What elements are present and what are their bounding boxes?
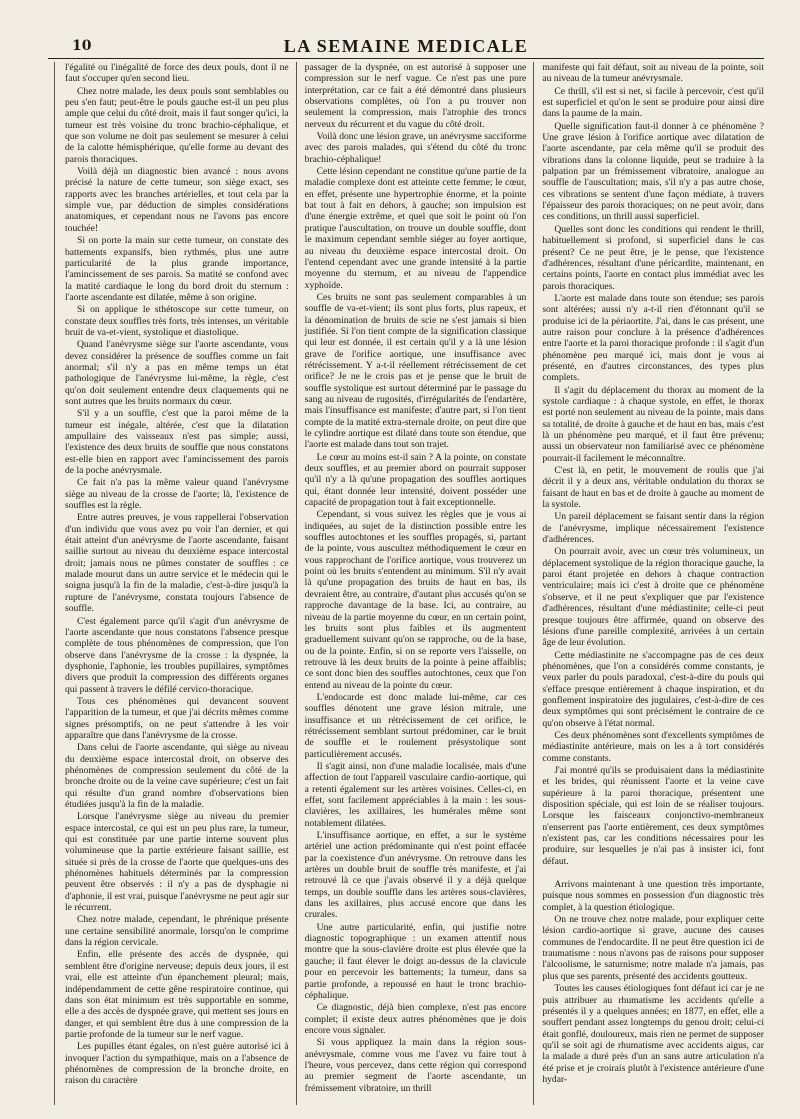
paragraph: l'égalité ou l'inégalité de force des deux pouls, dont il ne faut s'occuper qu'en second lieu.: [65, 62, 289, 85]
paragraph: Ces bruits ne sont pas seulement comparables à un souffle de va-et-vient; ils sont plus forts, plus rapeux, et la dénomination de bruits de scie ne s'est jamais si bien justifiée. Si l'on tient compte de la signification classique qui leur est donnée, il est certain qu'il y a là une lésion grave de l'orifice aortique, une insuffisance avec rétrécissement. Y a-t-il réellement rétrécissement de cet orifice? Je ne le crois pas et je pense que le bruit de souffle systolique est surtout déterminé par le passage du sang au niveau de rugosités, d'irrégularités de l'endartère, mais l'insuffisance est manifeste; d'autre part, si l'on tient compte de la matité extra-sternale droite, on peut dire que le cylindre aortique est dilaté dans toute son étendue, que l'aorte est malade dans tout son trajet.: [304, 291, 527, 451]
paragraph: Ces deux phénomènes sont d'excellents symptômes de médiastinite antérieure, mais on les a à tort considérés comme constants.: [542, 729, 764, 764]
paragraph: J'ai montré qu'ils se produisaient dans la médiastinite et les brides, qui réunissent l'aorte et la veine cave supérieure à la paroi thoracique, présentent une disposition spéciale, qui est loin de se réaliser toujours. Lorsque les faisceaux conjonctivo-membraneux n'enserrent pas l'aorte entièrement, ces deux symptômes n'existent pas, car les conditions nécessaires pour les produire, sur lesquelles je n'ai pas à insister ici, font défaut.: [542, 764, 764, 867]
paragraph: manifeste qui fait défaut, soit au niveau de la pointe, soit au niveau de la tumeur anévrysmale.: [542, 62, 764, 85]
paragraph: Ce thrill, s'il est si net, si facile à percevoir, c'est qu'il est superficiel et qu'on le sent se produire pour ainsi dire dans la paume de la main.: [542, 85, 764, 120]
paragraph: Entre autres preuves, je vous rappellerai l'observation d'un individu que vous avez pu voir l'an dernier, et qui était atteint d'un anévrysme de l'aorte ascendante, faisant saillie surtout au niveau du deuxième espace intercostal droit; jamais nous ne pûmes constater de souffles : ce malade mourut dans un autre service et le médecin qui le soigna jusqu'à la fin de la maladie, c'est-à-dire jusqu'à la rupture de l'anévrysme, constata toujours l'absence de souffle.: [65, 512, 289, 615]
column-1: [65, 62, 289, 1105]
paragraph: Tous ces phénomènes qui devancent souvent l'apparition de la tumeur, et que j'ai décrits mêmes comme signes présomptifs, on ne peut s'attendre à les voir apparaître que dans l'anévrysme de la crosse.: [65, 695, 289, 741]
paragraph: Si on applique le sthétoscope sur cette tumeur, on constate deux souffles très forts, très intenses, un véritable bruit de va-et-vient, systolique et diastolique.: [65, 304, 289, 338]
paragraph: Quelles sont donc les conditions qui rendent le thrill, habituellement si profond, si superficiel dans le cas présent? Ce ne peut être, je le pense, que l'existence d'adhérences, résultant d'une péricardite, maintenant, en certains points, l'aorte en contact plus immédiat avec les parois thoraciques.: [542, 223, 764, 292]
column-2: [296, 62, 527, 1105]
paragraph: L'endocarde est donc malade lui-même, car ces souffles dénotent une grave lésion mitrale, une insuffisance et un rétrécissement de cet orifice, le rétrécissement semblant surtout prédominer, car le bruit de souffle et le roulement présystolique sont particulièrement accusés.: [304, 691, 527, 760]
paragraph: Il s'agit ainsi, non d'une maladie localisée, mais d'une affection de tout l'appareil vasculaire cardio-aortique, qui a retenti également sur les artères voisines. Celles-ci, en effet, sont facilement appréciables à la main : les sous-clavières, les axillaires, les humérales même sont notablement dilatées.: [304, 760, 527, 829]
paragraph: Quelle signification faut-il donner à ce phénomène ? Une grave lésion à l'orifice aortique avec dilatation de l'aorte ascendante, par cela même qu'il se produit des vibrations dans la colonne liquide, peut se traduire à la palpation par un frémissement vibratoire, analogue au souffle de l'auscultation; mais, s'il n'y a pas autre chose, ces vibrations se sentent d'une façon médiate, à travers l'épaisseur des parois thoraciques; on ne peut avoir, dans ces conditions, un thrill aussi superficiel.: [542, 120, 764, 223]
paragraph: On pourrait avoir, avec un cœur très volumineux, un déplacement systolique de la région thoracique gauche, la paroi étant projetée en dehors à chaque contraction ventriculaire; mais ici c'est à droite que ce phénomène s'observe, et il ne peut s'expliquer que par l'existence d'adhérences, résultant d'une médiastinite; celle-ci peut presque toujours être affirmée, quand on observe des lésions d'une pareille complexité, arrivées à un certain âge de leur évolution.: [542, 546, 764, 649]
page-number: 10: [72, 38, 92, 54]
paragraph: Chez notre malade, les deux pouls sont semblables ou peu s'en faut; peut-être le pouls gauche est-il un peu plus ample que celui du côté droit, mais il faut songer qu'ici, la tumeur est très voisine du tronc brachio-céphalique, et que son volume ne doit pas seulement se mesurer à celui de la calotte hémisphérique, qu'elle forme au devant des parois thoraciques.: [65, 85, 289, 165]
paragraph: S'il y a un souffle, c'est que la paroi même de la tumeur est inégale, altérée, c'est que la dilatation ampullaire des vaisseaux n'est pas simple; aussi, l'existence des deux bruits de souffle que nous constatons est-elle bien en rapport avec l'amincissement des parois de la poche anévrysmale.: [65, 408, 289, 477]
paragraph: Ce diagnostic, déjà bien complexe, n'est pas encore complet; il existe deux autres phénomènes que je dois encore vous signaler.: [304, 1002, 527, 1036]
paragraph: Voilà donc une lésion grave, un anévrysme sacciforme avec des parois malades, qui s'étend du côté du tronc brachio-céphalique!: [304, 131, 527, 165]
paragraph: Il s'agit du déplacement du thorax au moment de la systole cardiaque : à chaque systole, en effet, le thorax est porté non seulement au niveau de la pointe, mais dans sa totalité, de droite à gauche et de haut en bas, mais c'est là un phénomène peu marqué, et il faut être prévenu; aussi un observateur non familiarisé avec ce phénomène pourrait-il facilement le méconnaître.: [542, 384, 764, 464]
paragraph: On ne trouve chez notre malade, pour expliquer cette lésion cardio-aortique si grave, aucune des causes communes de l'endocardite. Il ne peut être question ici de traumatisme : nous n'avons pas de raisons pour supposer l'alcoolisme, le saturnisme; notre malade n'a jamais, pas plus que ses parents, présenté des accidents goutteux.: [542, 914, 764, 982]
paragraph: C'est là, en petit, le mouvement de roulis que j'ai décrit il y a deux ans, véritable ondulation du thorax se faisant de haut en bas et de droite à gauche au moment de la systole.: [542, 465, 764, 511]
paragraph: passager de la dyspnée, on est autorisé à supposer une compression sur le nerf vague. Ce n'est pas une pure interprétation, car ce fait a été démontré dans plusieurs observations complètes, où l'on a pu trouver non seulement la compression, mais l'atrophie des troncs nerveux du récurrent et du vague du côté droit.: [304, 62, 527, 130]
paragraph: Enfin, elle présente des accès de dyspnée, qui semblent être d'origine nerveuse; depuis deux jours, il est vrai, elle est atteinte d'un épanchement pleural; mais, indépendamment de cette gêne respiratoire continue, qui dans son état minimum est très supportable en somme, elle a des accès de dyspnée grave, qui mettent ses jours en danger, et qui semblent être dus à une compression de la partie profonde de la tumeur sur le nerf vague.: [65, 949, 289, 1040]
paragraph: Si on porte la main sur cette tumeur, on constate des battements expansifs, bien rythmés, plus une autre particularité de la plus grande importance, l'amincissement de ses parois. Sa matité se confond avec la matité cardiaque le long du bord droit du sternum : l'aorte ascendante est dilatée, même à son origine.: [65, 235, 289, 303]
paragraph: Toutes les causes étiologiques font défaut ici car je ne puis attribuer au rhumatisme les accidents qu'elle a présentés il y a quelques années; en 1877, en effet, elle a souffert pendant assez longtemps du genou droit; celui-ci était gonflé, douloureux, mais rien ne permet de supposer qu'il se soit agi de rhumatisme avec accidents aigus, car la malade a duré près d'un an sans autre articulation n'a été prise et je croirais plutôt à l'existence antérieure d'une hydar-: [542, 983, 764, 1085]
paragraph: Les pupilles étant égales, on n'est guère autorisé ici à invoquer l'action du sympathique, mais on a l'absence de phénomènes de compression de la bronche droite, en raison du caractère: [65, 1041, 289, 1087]
paragraph: L'insuffisance aortique, en effet, a sur le système artériel une action prédominante qui n'est point effacée par la coexistence d'un anévrysme. On retrouve dans les artères un double bruit de souffle très manifeste, et j'ai retrouvé là ce que j'avais observé il y a déjà quelque temps, un double souffle dans les artères sous-clavières, dans les axillaires, plus accusé encore que dans les crurales.: [304, 830, 527, 921]
paragraph: Dans celui de l'aorte ascendante, qui siège au niveau du deuxième espace intercostal droit, on observe des phénomènes de compression seulement du côté de la bronche droite ou de la veine cave supérieure; c'est un fait qui résulte d'un grand nombre d'observations bien étudiées jusqu'à la fin de la maladie.: [65, 742, 289, 810]
paragraph: L'aorte est malade dans toute son étendue; ses parois sont altérées; aussi n'y a-t-il rien d'étonnant qu'il se produise ici de la périaortite. J'ai, dans le cas présent, une autre raison pour conclure à la présence d'adhérences entre l'aorte et la paroi thoracique profonde : il s'agit d'un phénomène peu marqué ici, mais dont je vous ai présenté, en d'autres circonstances, des types plus complets.: [542, 292, 764, 384]
paragraph: Chez notre malade, cependant, le phrénique présente une certaine sensibilité anormale, lorsqu'on le comprime dans la région cervicale.: [65, 914, 289, 949]
paragraph: Si vous appliquez la main dans la région sous-anévrysmale, comme vous me l'avez vu faire tout à l'heure, vous percevez, dans cette région qui correspond au premier segment de l'aorte ascendante, un frémissement vibratoire, un thrill: [304, 1037, 527, 1094]
paragraph: Le cœur au moins est-il sain ? A la pointe, on constate deux souffles, et au premier abord on pourrait supposer qu'il n'y a là qu'une propagation des souffles aortiques qui, étant donnée leur intensité, doivent posséder une capacité de propagation tout à fait exceptionnelle.: [304, 451, 527, 509]
paragraph: Voilà déjà un diagnostic bien avancé : nous avons précisé la nature de cette tumeur, son siège exact, ses rapports avec les branches artérielles, et tout cela par la simple vue, par déduction de simples considérations anatomiques, et cependant nous ne l'avons pas encore touchée!: [65, 166, 289, 234]
journal-title: LA SEMAINE MEDICALE: [283, 36, 529, 56]
text-columns: [54, 62, 764, 1105]
paragraph: Lorsque l'anévrysme siège au niveau du premier espace intercostal, ce qui est un peu plus rare, la tumeur, qui est constituée par une partie interne souvent plus volumineuse que la partie extérieure faisant saillie, est située si près de la crosse de l'aorte que quelques-uns des phénomènes habituels déterminés par la compression peuvent être observés : il n'y a pas de dysphagie ni d'aphonie, il est vrai, puisque l'anévrysme ne peut agir sur le récurrent.: [65, 811, 289, 914]
paragraph: Un pareil déplacement se faisant sentir dans la région de l'anévrysme, implique nécessairement l'existence d'adhérences.: [542, 511, 764, 546]
page-header: [48, 30, 764, 59]
paragraph: Cependant, si vous suivez les règles que je vous ai indiquées, au sujet de la distinction possible entre les souffles autochtones et les souffles propagés, si, partant de la pointe, vous auscultez méthodiquement le cœur en vous rapprochant de l'orifice aortique, vous trouverez un point où les bruits s'entendent au minimum. S'il n'y avait là qu'une propagation des bruits de haut en bas, ils devraient être, au contraire, d'autant plus accusés qu'on se rapproche davantage de la base. Ici, au contraire, au niveau de la partie moyenne du cœur, en un certain point, les bruits sont plus faibles et ils augmentent graduellement suivant qu'on se rapproche, ou de la base, ou de la pointe. Enfin, si on se reporte vers l'aisselle, on retrouve là les deux bruits de la pointe à peine affaiblis; ce sont donc bien des souffles autochtones, ceux que l'on entend au niveau de la pointe du cœur.: [304, 509, 527, 691]
paragraph: Arrivons maintenant à une question très importante, puisque nous sommes en possession d'un diagnostic très complet, à la question étiologique.: [542, 879, 764, 913]
paragraph: Quand l'anévrysme siège sur l'aorte ascendante, vous devez considérer la présence de souffles comme un fait anormal; s'il n'y a pas en même temps un état pathologique de l'anévrysme lui-même, la règle, c'est qu'on doit seulement entendre deux claquements qui ne sont autres que les bruits normaux du cœur.: [65, 339, 289, 407]
paragraph: Cette lésion cependant ne constitue qu'une partie de la maladie complexe dont est atteinte cette femme; le cœur, en effet, présente une hypertrophie énorme, et la pointe bat tout à fait en dehors, à gauche; son impulsion est d'une énergie extrême, et quel que soit le point où l'on pratique l'auscultation, on trouve un double souffle, dont le maximum cependant semble siéger au foyer aortique, au niveau du deuxième espace intercostal droit. On l'entend cependant avec une grande intensité à la partie moyenne du sternum, et au niveau de l'appendice xyphoïde.: [304, 166, 527, 291]
paragraph: Une autre particularité, enfin, qui justifie notre diagnostic topographique : un examen attentif nous montre que la sous-clavière droite est plus élevée que la gauche; il faut élever le doigt au-dessus de la clavicule pour en percevoir les battements; la tumeur, dans sa partie profonde, a repoussé en haut le tronc brachio-céphalique.: [304, 921, 527, 1001]
paragraph: Ce fait n'a pas la même valeur quand l'anévrysme siège au niveau de la crosse de l'aorte; là, l'existence de souffles est la règle.: [65, 477, 289, 512]
paragraph: Cette médiastinite ne s'accompagne pas de ces deux phénomènes, que l'on a considérés comme constants, je veux parler du pouls paradoxal, c'est-à-dire du pouls qui s'efface presque entièrement à chaque inspiration, et du gonflement inspiratoire des jugulaires, c'est-à-dire de ces deux symptômes qui sont précisément le contraire de ce qu'on observe à l'état normal.: [542, 649, 764, 729]
column-3: [533, 62, 764, 1105]
paragraph: C'est également parce qu'il s'agit d'un anévrysme de l'aorte ascendante que nous constatons l'absence presque complète de tous phénomènes de compression, que l'on observe dans l'anévrysme de la crosse : la dyspnée, la dysphonie, l'aphonie, les troubles pupillaires, symptômes divers que produit la compression des différents organes qui passent à travers le défilé cervico-thoracique.: [65, 615, 289, 695]
